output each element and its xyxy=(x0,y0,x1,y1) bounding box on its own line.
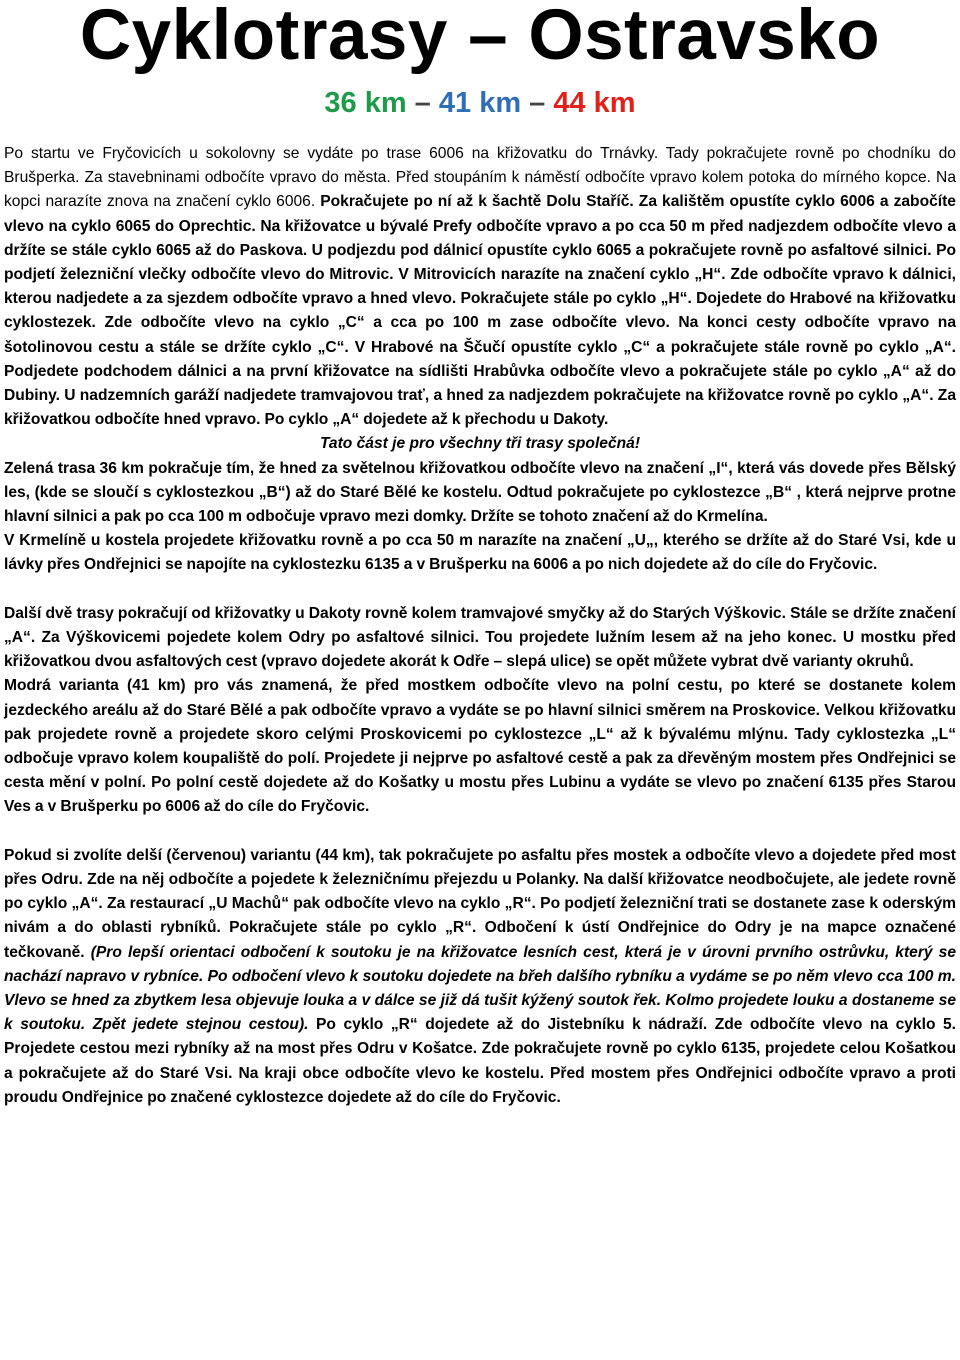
shared-route-note: Tato část je pro všechny tři trasy společná! xyxy=(319,435,641,453)
shared-route-text-rest: Pokračujete po ní až k šachtě Dolu Staříč. Za kalištěm opustíte cyklo 6006 a zabočíte vlevo na cyklo 6065 do Oprechtic. Na křižovatce u bývalé Prefy odbočíte vpravo a po cca 50 m před nadjezdem odbočíte vlevo a držíte se stále cyklo 6065 až do Paskova. U podjezdu pod dálnicí opustíte cyklo 6065 a pokračujete rovně po asfaltové silnici. Po podjetí železniční vlečky odbočíte vlevo do Mitrovic. V Mitrovicích narazíte na značení cyklo „H“. Zde odbočíte vpravo k dálnici, kterou nadjedete a za sjezdem odbočíte vpravo a hned vlevo. Pokračujete stále po cyklo „H“. Dojedete do Hrabové na křižovatku cyklostezek. Zde odbočíte vlevo na cyklo „C“ a cca po 100 m zase odbočíte vlevo. Na konci cesty odbočíte vpravo na šotolinovou cestu a stále se držíte cyklo „C“. V Hrabové na Ščučí opustíte cyklo „C“ a pokračujete stále rovně po cyklo „A“. Podjedete podchodem dálnici a na první křižovatce na sídlišti Hrabůvka odbočíte vlevo a pokračujete stále po cyklo „A“ až do Dubiny. U nadzemních garáží nadjedete tramvajovou trať, a hned za nadjezdem pokračujete na křižovatce rovně po cyklo „A“. Za křižovatkou odbočíte hned vpravo. Po cyklo „A“ dojedete až k přechodu u Dakoty. xyxy=(4,193,956,429)
red-route-length: 44 km xyxy=(553,87,636,119)
red-route-orientation-note: (Pro lepší orientaci odbočení k soutoku je na křižovatce lesních cest, která je v úrovni prvního ostrůvku, který se nachází napravo v rybníce. Po odbočení vlevo k soutoku dojedete na břeh dalšího rybníku a vydáme se po něm vlevo cca 100 m. Vlevo se hned za zbytkem lesa objevuje louka a v dálce se již dá tušit kýžený soutok řek. Kolmo projedete louku a dostaneme se k soutoku. Zpět jedete stejnou cestou). xyxy=(4,943,956,1034)
blank-line xyxy=(4,578,956,602)
page-title: Cyklotrasy – Ostravsko xyxy=(79,0,881,75)
green-route-paragraph: Zelená trasa 36 km pokračuje tím, že hned za světelnou křižovatkou odbočíte vlevo na značení „I“, která vás dovede přes Bělský les, (kde se sloučí s cyklostezkou „B“) až do Staré Bělé ke kostelu. Odtud pokračujete po cyklostezce „B“ , která nejprve protne hlavní silnici a pak po cca 100 m odbočuje vpravo mezi domky. Držíte se tohoto značení až do Krmelína. xyxy=(4,459,956,526)
krmelin-paragraph: V Krmelíně u kostela projedete křižovatku rovně a po cca 50 m narazíte na značení „U„, kterého se držíte až do Staré Vsi, kde u lávky přes Ondřejnici se napojíte na cyklostezku 6135 a v Brušperku na 6006 a po nich dojedete až do cíle do Fryčovic. xyxy=(4,532,956,574)
red-route-text-start: Pokud si zvolíte delší (červenou) variantu (44 km), tak pokračujete po asfaltu přes mostek a odbočíte vlevo a dojedete před most přes Odru. Zde na něj odbočíte a pojedete k železničnímu přejezdu u Polanky. Na další křižovatce neodbočujete, ale jedete rovně po cyklo „A“. Za restaurací „U Machů“ pak odbočíte vlevo na cyklo „R“. Po podjetí železniční trati se dostanete zase k oderským nivám a do oblasti rybníků. Pokračujete stále po cyklo „R“. Odbočení k ústí Ondřejnice do Odry je na mapce označené tečkovaně. xyxy=(4,846,956,961)
green-route-length: 36 km xyxy=(324,87,407,119)
other-routes-paragraph: Další dvě trasy pokračují od křižovatky u Dakoty rovně kolem tramvajové smyčky až do Starých Výškovic. Stále se držíte značení „A“. Za Výškovicemi pojedete kolem Odry po asfaltové silnici. Tou projedete lužním lesem až na jeho konec. U mostku před křižovatkou dvou asfaltových cest (vpravo dojedete akorát k Odře – slepá ulice) se opět můžete vybrat dvě varianty okruhů. xyxy=(4,604,956,671)
separator: – xyxy=(521,87,554,119)
blue-route-length: 41 km xyxy=(438,87,522,119)
blue-route-paragraph: Modrá varianta (41 km) pro vás znamená, že před mostkem odbočíte vlevo na polní cestu, po které se dostanete kolem jezdeckého areálu až do Staré Bělé a pak odbočíte vpravo a vydáte se po hlavní silnici směrem na Proskovice. Velkou křižovatku pak projedete rovně a projedete skoro celými Proskovicemi po cyklostezce „L“ až k bývalému mlýnu. Tady cyklostezka „L“ odbočuje vpravo kolem koupaliště do polí. Projedete ji nejprve po asfaltové cestě a pak za dřevěným mostem přes Ondřejnici se cesta mění v polní. Po polní cestě dojedete až do Košatky u mostu přes Lubinu a vydáte se vlevo po značení 6135 přes Starou Ves a v Brušperku po 6006 až do cíle do Fryčovic. xyxy=(4,677,956,816)
route-lengths xyxy=(4,74,956,128)
separator: – xyxy=(406,87,439,119)
red-route-text-end: Po cyklo „R“ dojedete až do Jistebníku k nádraží. Zde odbočíte vlevo na cyklo 5. Projedete cestou mezi rybníky až na most přes Odru v Košatce. Zde pokračujete rovně po cyklo 6135, projedete celou Košatkou a pokračujete až do Staré Vsi. Na kraji obce odbočíte vlevo ke kostelu. Před mostem přes Ondřejnici odbočíte vpravo a proti proudu Ondřejnice po značené cyklostezce dojedete až do cíle do Fryčovic. xyxy=(4,1016,956,1106)
red-route-paragraph xyxy=(4,844,956,1110)
shared-route-text-start: Po startu ve Fryčovicích u sokolovny se vydáte po trase 6006 na křižovatku do Trnávky. Tady pokračujete rovně po chodníku do Brušperka. Za stavebninami odbočíte vpravo do města. Před stoupáním k náměstí odbočíte vpravo kolem potoka do mírného kopce. Na kopci narazíte znova na značení cyklo 6006. xyxy=(4,145,956,211)
shared-route-paragraph xyxy=(4,142,956,432)
blank-line xyxy=(4,820,956,844)
